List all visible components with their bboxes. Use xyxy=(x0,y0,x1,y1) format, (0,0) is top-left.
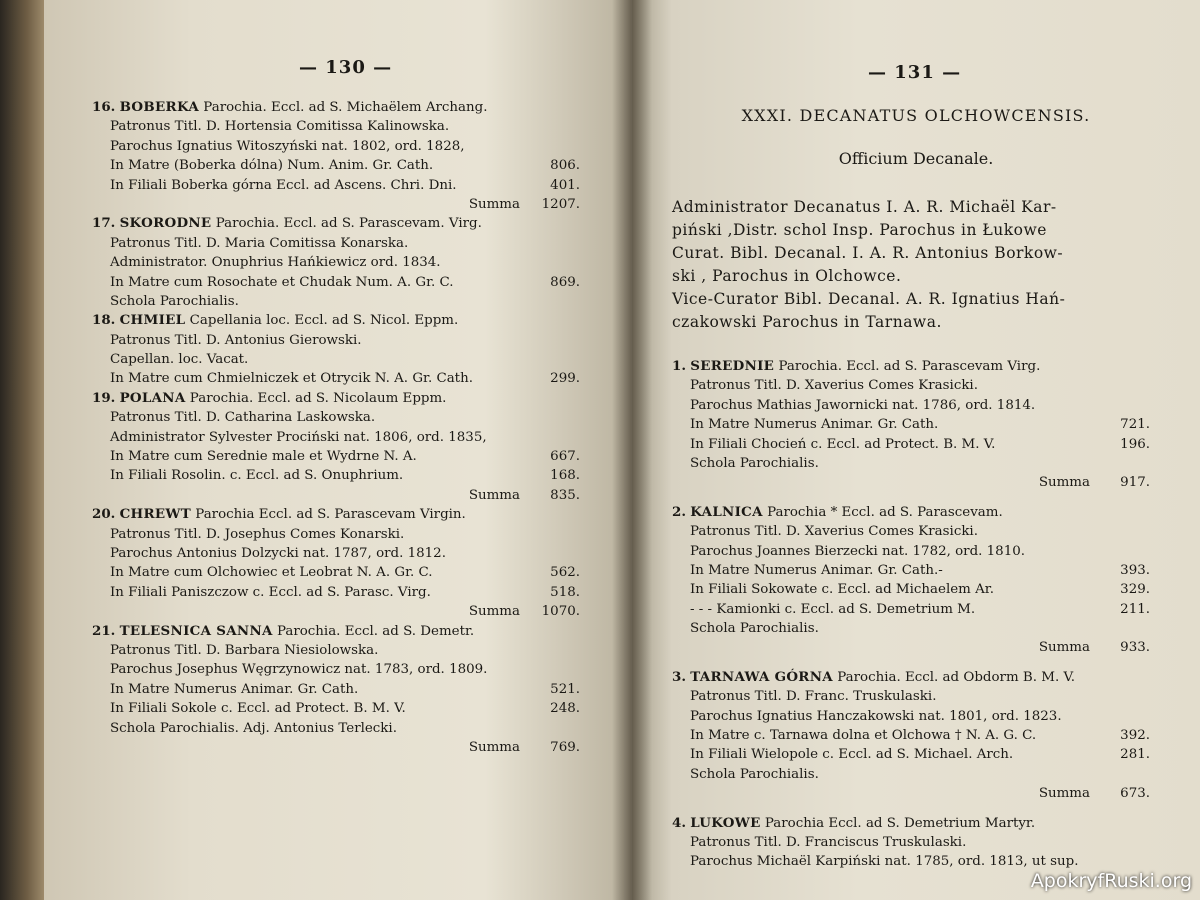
summa-line xyxy=(92,602,580,621)
entry-number: 19. xyxy=(92,389,116,406)
summa-value: 933. xyxy=(1120,640,1150,656)
entry-line xyxy=(92,428,580,447)
entry-line-text: Parochus Josephus Węgrzynowicz nat. 1783, ord. 1809. xyxy=(110,662,488,678)
left-page xyxy=(44,0,632,900)
office-subtitle: Officium Decanale. xyxy=(838,149,994,168)
entry-line-text: Patronus Titl. D. Franciscus Truskulaski. xyxy=(690,834,967,850)
parish-name: CHMIEL xyxy=(119,312,186,329)
entry-description: Parochia. Eccl. ad S. Parascevam. Virg. xyxy=(215,216,482,232)
parish-entry xyxy=(672,814,1150,872)
entry-line-text: Patronus Titl. D. Xaverius Comes Krasicki. xyxy=(690,378,978,394)
summa-value: 769. xyxy=(550,739,580,755)
entry-line xyxy=(672,376,1150,395)
entry-line xyxy=(92,641,580,660)
entry-line xyxy=(92,447,580,466)
entry-line-value: 281. xyxy=(1120,747,1150,763)
entry-line xyxy=(92,369,580,388)
entry-line xyxy=(92,660,580,679)
entry-line-text: - - - Kamionki c. Eccl. ad S. Demetrium M. xyxy=(690,601,976,617)
entry-line-value: 299. xyxy=(550,371,580,387)
summa-value: 673. xyxy=(1120,786,1150,802)
entry-gap xyxy=(672,804,1150,814)
summa-label: Summa xyxy=(468,487,520,503)
entry-line-text: In Matre Numerus Animar. Gr. Cath. xyxy=(110,681,359,697)
summa-label: Summa xyxy=(468,739,520,755)
entry-line-text: Schola Parochialis. xyxy=(690,621,819,637)
parish-entry xyxy=(92,622,580,758)
entry-line-value: 392. xyxy=(1120,728,1150,744)
entry-line-text: In Matre cum Rosochate et Chudak Num. A. Gr. C. xyxy=(110,274,454,290)
entry-line-text: In Filiali Sokole c. Eccl. ad Protect. B. M. V. xyxy=(110,701,406,717)
entry-description: Parochia Eccl. ad S. Demetrium Martyr. xyxy=(764,815,1036,831)
entry-description: Parochia. Eccl. ad Obdorm B. M. V. xyxy=(837,669,1076,685)
summa-label: Summa xyxy=(1038,475,1090,491)
entry-heading xyxy=(92,622,580,641)
entry-line-value: 168. xyxy=(550,468,580,484)
summa-line xyxy=(672,473,1150,492)
entry-line-value: 393. xyxy=(1120,562,1150,578)
entry-line xyxy=(92,253,580,272)
entry-line xyxy=(92,680,580,699)
summa-label: Summa xyxy=(468,604,520,620)
entry-description: Parochia * Eccl. ad S. Parascevam. xyxy=(767,504,1003,520)
entry-line xyxy=(92,408,580,427)
entry-heading xyxy=(672,814,1150,833)
parish-name: TELESNICA SANNA xyxy=(119,622,273,639)
entry-line-text: Patronus Titl. D. Xaverius Comes Krasicki. xyxy=(690,524,978,540)
entry-heading xyxy=(92,505,580,524)
entry-line-text: Administrator. Onuphrius Hańkiewicz ord. 1834. xyxy=(110,255,441,271)
parish-entry xyxy=(92,389,580,505)
entry-line-text: Parochus Antonius Dolzycki nat. 1787, ord. 1812. xyxy=(110,545,446,561)
entry-line xyxy=(672,745,1150,764)
entry-line-text: Patronus Titl. D. Josephus Comes Konarski. xyxy=(110,526,405,542)
parish-name: SEREDNIE xyxy=(690,358,775,374)
entry-line xyxy=(92,176,580,195)
entry-line-text: In Matre Numerus Animar. Gr. Cath.- xyxy=(690,562,943,578)
entry-line-text: In Matre c. Tarnawa dolna et Olchowa † N. A. G. C. xyxy=(690,728,1037,744)
entry-line-text: Schola Parochialis. xyxy=(690,766,819,782)
entry-line xyxy=(672,415,1150,434)
entry-number: 20. xyxy=(92,506,116,523)
summa-line xyxy=(92,195,580,214)
entry-line xyxy=(92,563,580,582)
official-line: Curat. Bibl. Decanal. I. A. R. Antonius Borkow- xyxy=(672,244,1064,262)
entry-line-value: 721. xyxy=(1120,417,1150,433)
entry-line-value: 248. xyxy=(550,701,580,717)
parish-entry xyxy=(92,311,580,389)
right-entries xyxy=(672,357,1150,872)
official-line: Administrator Decanatus I. A. R. Michaël Kar- xyxy=(672,198,1057,216)
entry-line-text: Parochus Ignatius Witoszyński nat. 1802, ord. 1828, xyxy=(110,138,465,154)
parish-name: SKORODNE xyxy=(119,215,212,232)
entry-number: 4. xyxy=(672,814,686,831)
parish-name: LUKOWE xyxy=(690,814,761,831)
entry-line-value: 667. xyxy=(550,449,580,465)
entry-line-text: In Filiali Wielopole c. Eccl. ad S. Michael. Arch. xyxy=(690,747,1014,763)
entry-line xyxy=(672,396,1150,415)
entry-number: 18. xyxy=(92,312,116,329)
entry-line xyxy=(92,525,580,544)
entry-line-text: Schola Parochialis. xyxy=(690,455,819,471)
entry-line-text: In Matre (Boberka dólna) Num. Anim. Gr. Cath. xyxy=(110,158,434,174)
entry-line xyxy=(92,719,580,738)
entry-line-text: Parochus Ignatius Hanczakowski nat. 1801, ord. 1823. xyxy=(690,708,1062,724)
entry-line xyxy=(92,699,580,718)
official-line: ski , Parochus in Olchowce. xyxy=(672,267,902,285)
summa-value: 1207. xyxy=(541,196,580,212)
entry-line xyxy=(92,117,580,136)
entry-line-text: Patronus Titl. D. Franc. Truskulaski. xyxy=(690,689,937,705)
entry-line xyxy=(92,234,580,253)
entry-line-text: Patronus Titl. D. Catharina Laskowska. xyxy=(110,410,376,426)
entry-line xyxy=(672,619,1150,638)
entry-number: 21. xyxy=(92,622,116,639)
entry-line xyxy=(92,583,580,602)
entry-line-text: In Filiali Boberka górna Eccl. ad Ascens. Chri. Dni. xyxy=(110,177,457,193)
entry-line-text: Parochus Michaël Karpiński nat. 1785, ord. 1813, ut sup. xyxy=(690,854,1079,870)
parish-name: CHREWT xyxy=(119,506,192,523)
entry-heading xyxy=(92,98,580,117)
parish-entry xyxy=(92,98,580,214)
entry-line-text: Patronus Titl. D. Barbara Niesiolowska. xyxy=(110,642,379,658)
official-line: piński ,Distr. schol Insp. Parochus in Łukowe xyxy=(672,221,1047,239)
entry-line xyxy=(672,726,1150,745)
entry-line-value: 806. xyxy=(550,158,580,174)
entry-line xyxy=(92,350,580,369)
entry-description: Parochia. Eccl. ad S. Michaëlem Archang. xyxy=(203,100,488,115)
entry-description: Capellania loc. Eccl. ad S. Nicol. Eppm. xyxy=(189,313,459,329)
parish-name: BOBERKA xyxy=(119,99,200,115)
parish-name: POLANA xyxy=(119,389,186,406)
summa-value: 835. xyxy=(550,487,580,503)
page-number-left: — 130 — xyxy=(299,57,393,78)
summa-value: 1070. xyxy=(541,604,580,620)
entry-line xyxy=(92,137,580,156)
summa-line xyxy=(92,486,580,505)
entry-line xyxy=(672,454,1150,473)
entry-line xyxy=(672,435,1150,454)
parish-entry xyxy=(92,505,580,621)
entry-line-text: Patronus Titl. D. Maria Comitissa Konarska. xyxy=(110,235,409,251)
entry-description: Parochia. Eccl. ad S. Parascevam Virg. xyxy=(778,359,1041,374)
entry-line-text: In Filiali Chocień c. Eccl. ad Protect. B. M. V. xyxy=(690,436,996,452)
parish-entry xyxy=(92,214,580,311)
entry-line-text: In Matre cum Serednie male et Wydrne N. A. xyxy=(110,449,417,465)
entry-heading xyxy=(672,668,1150,687)
entry-line-value: 329. xyxy=(1120,582,1150,598)
entry-line-text: Schola Parochialis. xyxy=(110,293,239,309)
watermark: ApokryfRuski.org xyxy=(1030,870,1192,892)
entry-gap xyxy=(672,658,1150,668)
parish-name: KALNICA xyxy=(690,503,763,520)
right-page xyxy=(632,0,1200,900)
parish-entry xyxy=(672,357,1150,493)
parish-entry xyxy=(672,503,1150,658)
entry-line-value: 196. xyxy=(1120,436,1150,452)
entry-number: 17. xyxy=(92,215,116,232)
entry-line-text: In Filiali Paniszczow c. Eccl. ad S. Parasc. Virg. xyxy=(110,584,431,600)
book-gutter xyxy=(612,0,652,900)
entry-line xyxy=(672,707,1150,726)
entry-line xyxy=(92,466,580,485)
summa-label: Summa xyxy=(1038,786,1090,802)
entry-line-value: 518. xyxy=(550,584,580,600)
entry-line-text: In Matre cum Olchowiec et Leobrat N. A. Gr. C. xyxy=(110,565,433,581)
entry-heading xyxy=(92,389,580,408)
entry-line-text: Capellan. loc. Vacat. xyxy=(110,352,249,368)
entry-line-value: 869. xyxy=(550,274,580,290)
entry-line-text: Parochus Joannes Bierzecki nat. 1782, ord. 1810. xyxy=(690,543,1026,559)
entry-line-text: Patronus Titl. D. Hortensia Comitissa Kalinowska. xyxy=(110,119,450,135)
entry-line-text: In Filiali Sokowate c. Eccl. ad Michaelem Ar. xyxy=(690,582,994,598)
entry-line xyxy=(92,156,580,175)
summa-line xyxy=(672,638,1150,657)
entry-line-text: Administrator Sylvester Prociński nat. 1806, ord. 1835, xyxy=(110,429,487,445)
deanery-title: XXXI. DECANATUS OLCHOWCENSIS. xyxy=(741,106,1091,125)
entry-line xyxy=(92,292,580,311)
entry-heading xyxy=(92,214,580,233)
entry-line-text: In Matre cum Chmielniczek et Otrycik N. A. Gr. Cath. xyxy=(110,371,473,387)
entry-heading xyxy=(672,357,1150,376)
entry-line-value: 562. xyxy=(550,565,580,581)
entry-line-value: 211. xyxy=(1120,601,1150,617)
entry-line xyxy=(672,522,1150,541)
entry-line xyxy=(672,561,1150,580)
official-line: czakowski Parochus in Tarnawa. xyxy=(672,313,942,331)
entry-number: 3. xyxy=(672,668,686,685)
entry-line-value: 401. xyxy=(550,177,580,193)
summa-line xyxy=(92,738,580,757)
entry-line xyxy=(672,833,1150,852)
summa-line xyxy=(672,784,1150,803)
entry-line xyxy=(672,687,1150,706)
entry-line xyxy=(92,331,580,350)
summa-value: 917. xyxy=(1120,475,1150,491)
entry-line-text: Patronus Titl. D. Antonius Gierowski. xyxy=(110,332,362,348)
entry-number: 1. xyxy=(672,358,686,374)
deanery-officials xyxy=(672,196,1157,334)
entry-line xyxy=(92,273,580,292)
entry-line-text: In Matre Numerus Animar. Gr. Cath. xyxy=(690,417,939,433)
entry-description: Parochia. Eccl. ad S. Nicolaum Eppm. xyxy=(189,390,447,406)
entry-line xyxy=(672,600,1150,619)
entry-line xyxy=(92,544,580,563)
parish-entry xyxy=(672,668,1150,804)
left-entries xyxy=(92,98,580,757)
entry-gap xyxy=(672,493,1150,503)
entry-line xyxy=(672,542,1150,561)
entry-line xyxy=(672,765,1150,784)
entry-heading xyxy=(92,311,580,330)
entry-line xyxy=(672,852,1150,871)
entry-line-text: Parochus Mathias Jawornicki nat. 1786, ord. 1814. xyxy=(690,397,1036,413)
entry-heading xyxy=(672,503,1150,522)
entry-description: Parochia. Eccl. ad S. Demetr. xyxy=(276,623,475,639)
entry-line-text: In Filiali Rosolin. c. Eccl. ad S. Onuphrium. xyxy=(110,468,404,484)
summa-label: Summa xyxy=(1038,640,1090,656)
parish-name: TARNAWA GÓRNA xyxy=(690,668,833,685)
official-line: Vice-Curator Bibl. Decanal. A. R. Ignatius Hań- xyxy=(672,290,1066,308)
entry-number: 16. xyxy=(92,99,116,115)
entry-line xyxy=(672,580,1150,599)
summa-label: Summa xyxy=(468,196,520,212)
page-number-right: — 131 — xyxy=(868,62,962,83)
entry-description: Parochia Eccl. ad S. Parascevam Virgin. xyxy=(195,507,466,523)
entry-line-value: 521. xyxy=(550,681,580,697)
entry-number: 2. xyxy=(672,503,686,520)
entry-line-text: Schola Parochialis. Adj. Antonius Terlecki. xyxy=(110,720,397,736)
